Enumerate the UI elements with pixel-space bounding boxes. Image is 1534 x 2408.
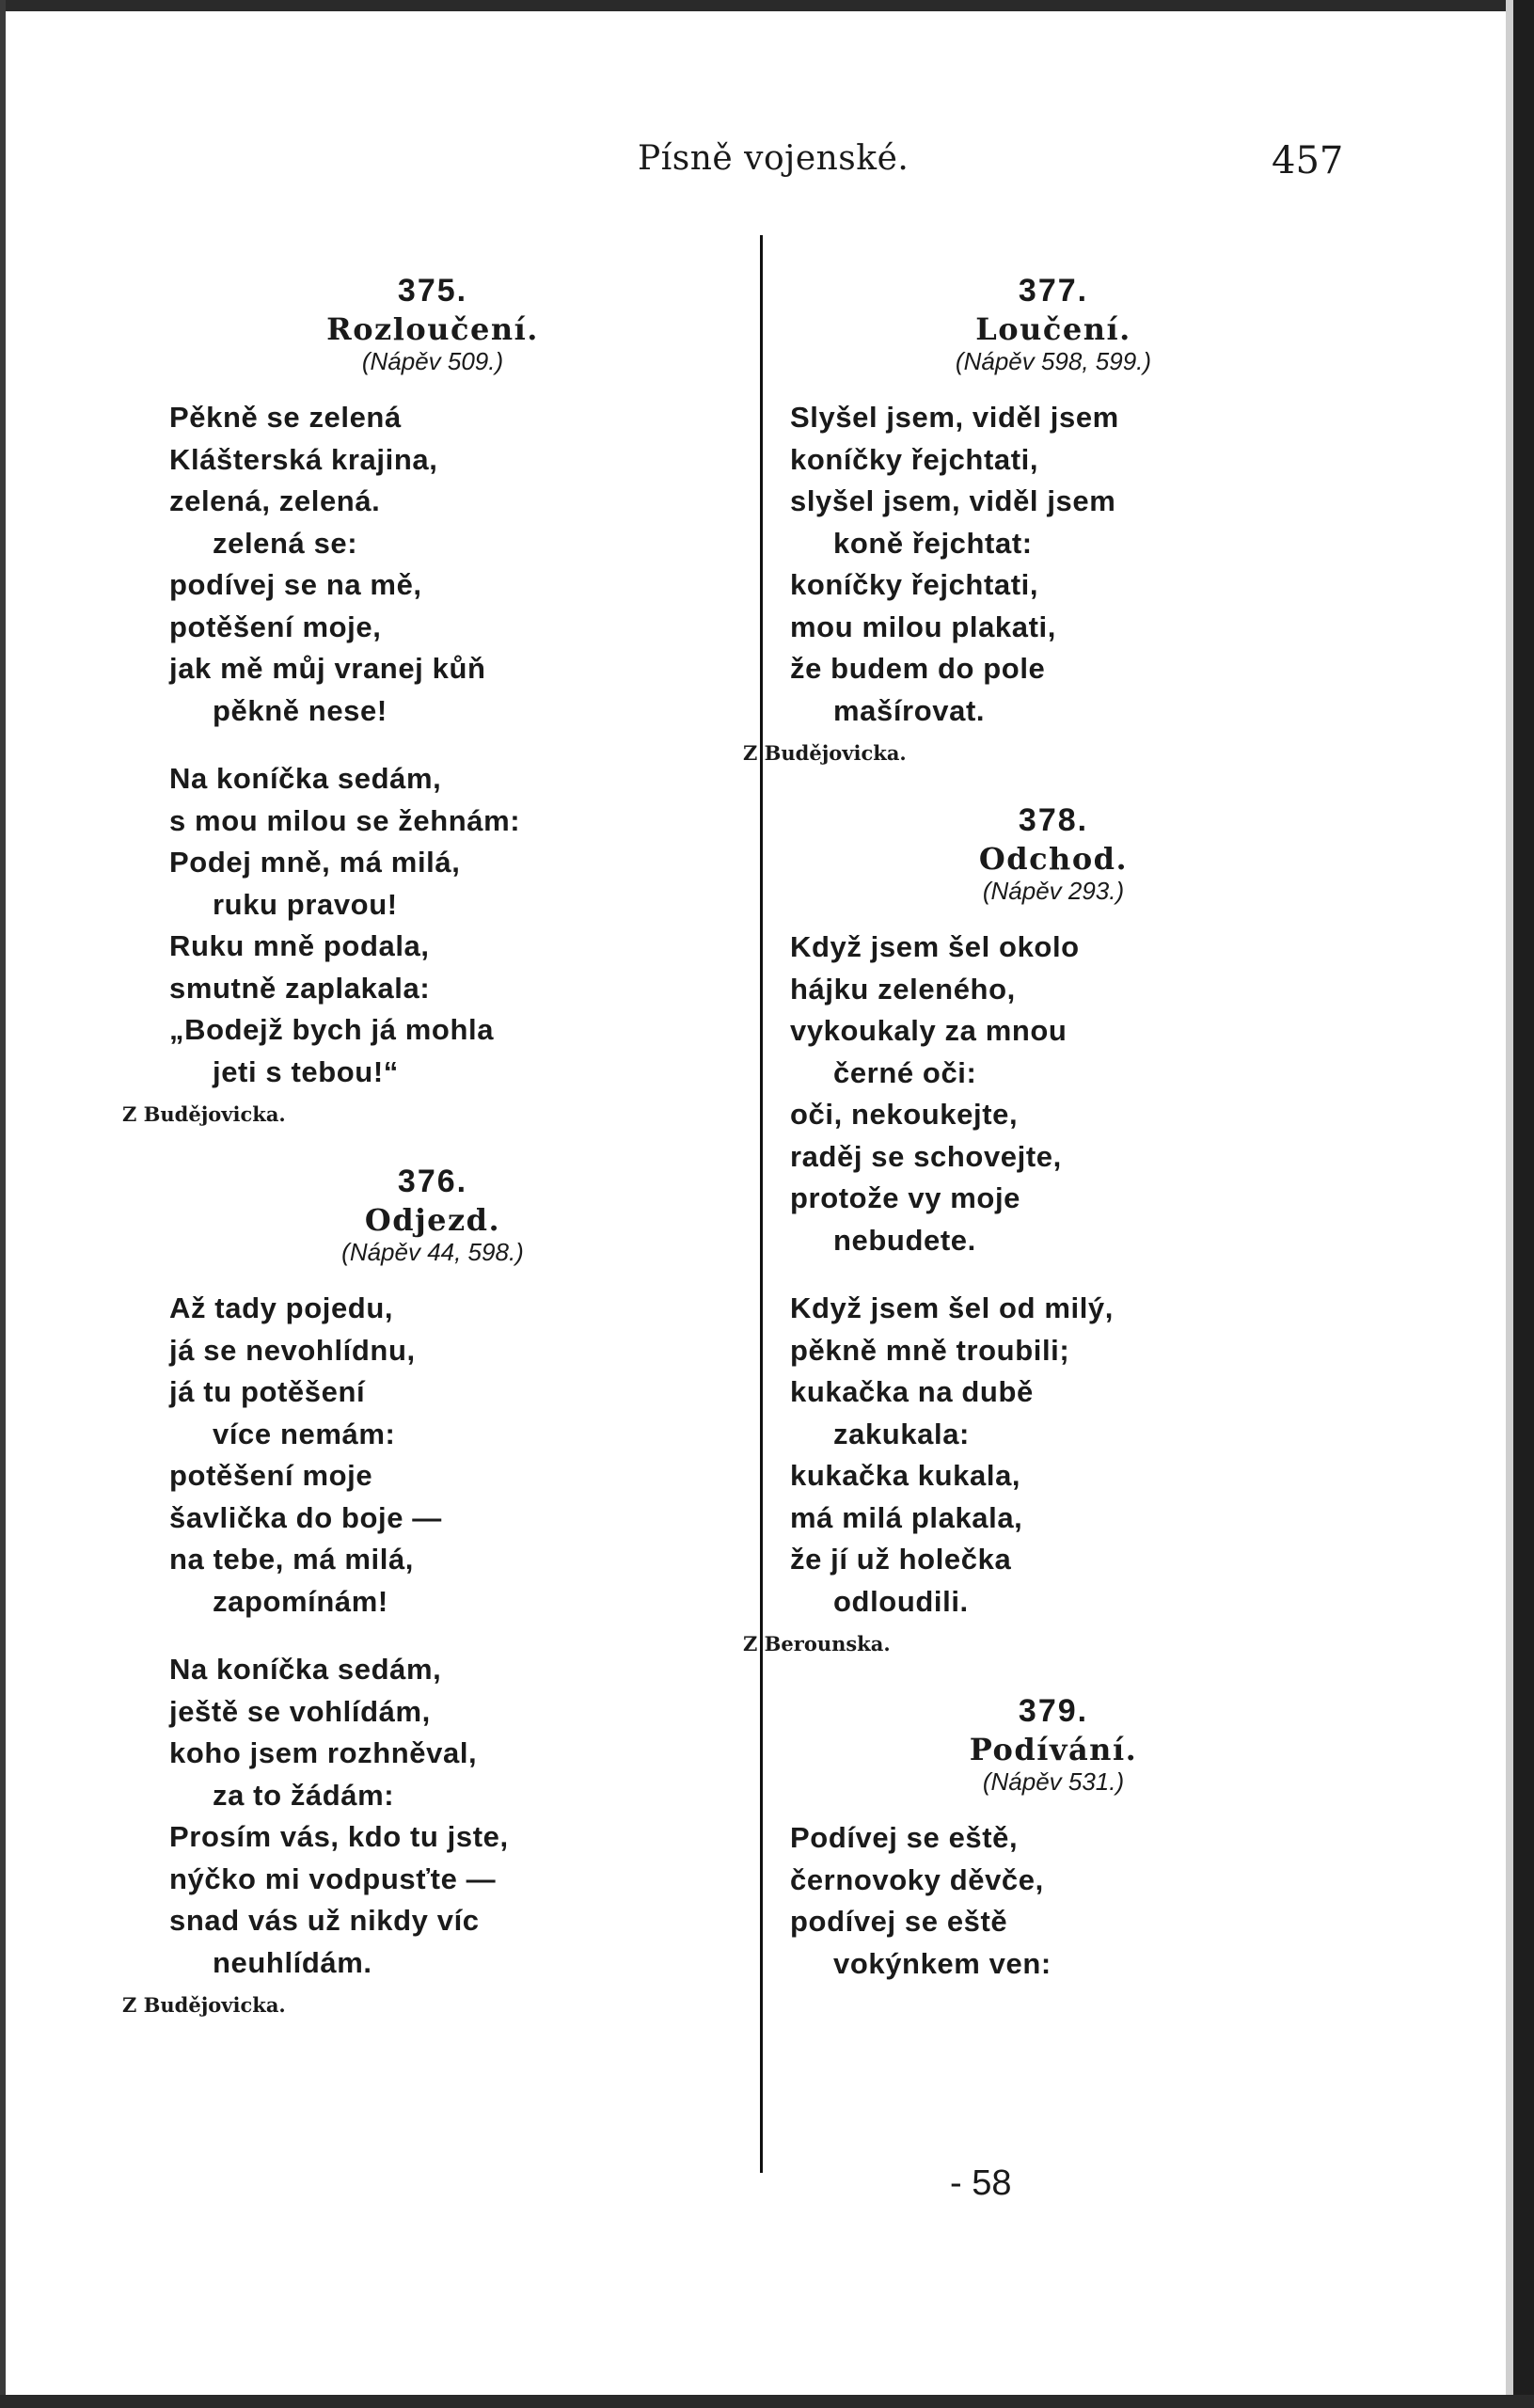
- stanza: [790, 927, 1317, 1261]
- verse-line: zakukala:: [833, 1417, 970, 1450]
- verse-line: nýčko mi vodpusťte —: [169, 1861, 497, 1895]
- column-divider: [760, 235, 763, 2173]
- song-title: Podívání.: [969, 1732, 1138, 1767]
- song-378: [743, 802, 1317, 1656]
- verse-line: černé oči:: [833, 1055, 977, 1089]
- source-region: Z Budějovicka.: [743, 741, 907, 765]
- verse-line: Prosím vás, kdo tu jste,: [169, 1820, 509, 1853]
- verse-line: mašírovat.: [833, 693, 986, 727]
- song-375: [122, 273, 696, 1126]
- verse-line: koně řejchtat:: [833, 526, 1033, 560]
- verse-line: za to žádám:: [213, 1778, 395, 1812]
- right-column: [743, 273, 1317, 2011]
- verse-line: potěšení moje,: [169, 610, 382, 643]
- verse-line: snad vás už nikdy víc: [169, 1904, 480, 1937]
- stanza: [790, 397, 1317, 732]
- verse-line: Na koníčka sedám,: [169, 762, 442, 795]
- verse-line: kukačka kukala,: [790, 1459, 1021, 1492]
- stanza: [790, 1288, 1317, 1623]
- verse-line: Slyšel jsem, viděl jsem: [790, 401, 1119, 434]
- left-column: [122, 273, 696, 2054]
- verse-line: hájku zeleného,: [790, 972, 1016, 1006]
- verse-line: ještě se vohlídám,: [169, 1694, 431, 1728]
- verse-line: kukačka na dubě: [790, 1375, 1034, 1408]
- signature-mark: - 58: [950, 2163, 1012, 2203]
- verse-line: podívej se eště: [790, 1905, 1008, 1938]
- verse-line: jak mě můj vranej kůň: [169, 652, 486, 685]
- song-376: [122, 1164, 696, 2017]
- verse-line: raděj se schovejte,: [790, 1139, 1062, 1173]
- source-region: Z Berounska.: [743, 1632, 891, 1656]
- running-title: Písně vojenské.: [638, 139, 909, 178]
- verse-line: pěkně mně troubili;: [790, 1333, 1070, 1367]
- song-number: 377.: [1018, 273, 1089, 309]
- tune-reference: (Nápěv 598, 599.): [955, 347, 1152, 375]
- song-379: [790, 1693, 1317, 1985]
- scan-edge-bottom: [0, 2395, 1534, 2408]
- verse-line: „Bodejž bych já mohla: [169, 1013, 495, 1046]
- verse-line: odloudili.: [833, 1584, 969, 1618]
- source-region: Z Budějovicka.: [122, 1993, 286, 2017]
- stanza: [169, 758, 696, 1093]
- song-number: 378.: [1018, 802, 1089, 838]
- verse-line: podívej se na mě,: [169, 568, 422, 601]
- song-title: Odchod.: [978, 841, 1129, 877]
- verse-line: protože vy moje: [790, 1181, 1020, 1214]
- verse-line: oči, nekoukejte,: [790, 1098, 1019, 1131]
- stanza: [169, 397, 696, 732]
- stanza: [169, 1649, 696, 1984]
- verse-line: nebudete.: [833, 1223, 976, 1257]
- verse-line: Pěkně se zelená: [169, 401, 402, 434]
- song-number: 379.: [1018, 1693, 1089, 1729]
- scan-edge-top: [0, 0, 1534, 11]
- song-title: Loučení.: [975, 311, 1131, 347]
- stanza: [790, 1817, 1317, 1985]
- scan-edge-gutter: [1506, 0, 1513, 2408]
- verse-line: neuhlídám.: [213, 1945, 372, 1979]
- verse-line: slyšel jsem, viděl jsem: [790, 484, 1116, 517]
- page-number: 457: [1272, 139, 1344, 182]
- verse-line: zelená, zelená.: [169, 484, 381, 517]
- verse-line: vokýnkem ven:: [833, 1946, 1052, 1980]
- verse-line: Až tady pojedu,: [169, 1291, 394, 1324]
- verse-line: vykoukaly za mnou: [790, 1014, 1067, 1047]
- source-region: Z Budějovicka.: [122, 1102, 286, 1126]
- verse-line: že budem do pole: [790, 652, 1046, 685]
- verse-line: potěšení moje: [169, 1459, 373, 1492]
- verse-line: já se nevohlídnu,: [169, 1333, 416, 1367]
- stanza: [169, 1288, 696, 1623]
- tune-reference: (Nápěv 44, 598.): [341, 1238, 524, 1266]
- verse-line: Když jsem šel okolo: [790, 930, 1080, 963]
- tune-reference: (Nápěv 293.): [982, 877, 1125, 905]
- verse-line: já tu potěšení: [169, 1375, 366, 1408]
- verse-line: Když jsem šel od milý,: [790, 1291, 1114, 1324]
- verse-line: smutně zaplakala:: [169, 971, 431, 1005]
- verse-line: zapomínám!: [213, 1584, 388, 1618]
- song-number: 375.: [397, 273, 468, 309]
- verse-line: koho jsem rozhněval,: [169, 1736, 478, 1769]
- verse-line: více nemám:: [213, 1417, 396, 1450]
- tune-reference: (Nápěv 509.): [361, 347, 504, 375]
- scan-edge-right: [1513, 0, 1534, 2408]
- song-377: [743, 273, 1317, 765]
- verse-line: koníčky řejchtati,: [790, 568, 1039, 601]
- verse-line: šavlička do boje —: [169, 1500, 442, 1534]
- verse-line: mou milou plakati,: [790, 610, 1056, 643]
- tune-reference: (Nápěv 531.): [982, 1767, 1125, 1796]
- verse-line: že jí už holečka: [790, 1543, 1012, 1576]
- verse-line: s mou milou se žehnám:: [169, 803, 521, 837]
- song-title: Odjezd.: [364, 1202, 501, 1238]
- verse-line: pěkně nese!: [213, 693, 387, 727]
- verse-line: ruku pravou!: [213, 887, 398, 921]
- verse-line: má milá plakala,: [790, 1500, 1023, 1534]
- verse-line: černovoky děvče,: [790, 1862, 1044, 1896]
- verse-line: Ruku mně podala,: [169, 929, 430, 962]
- verse-line: Klášterská krajina,: [169, 442, 438, 476]
- verse-line: Podej mně, má milá,: [169, 846, 461, 879]
- song-number: 376.: [397, 1164, 468, 1199]
- verse-line: zelená se:: [213, 526, 358, 560]
- verse-line: Na koníčka sedám,: [169, 1653, 442, 1686]
- verse-line: Podívej se eště,: [790, 1821, 1019, 1854]
- scan-edge-left: [0, 0, 6, 2408]
- verse-line: jeti s tebou!“: [213, 1054, 399, 1088]
- verse-line: koníčky řejchtati,: [790, 442, 1039, 476]
- song-title: Rozloučení.: [326, 311, 539, 347]
- verse-line: na tebe, má milá,: [169, 1543, 415, 1576]
